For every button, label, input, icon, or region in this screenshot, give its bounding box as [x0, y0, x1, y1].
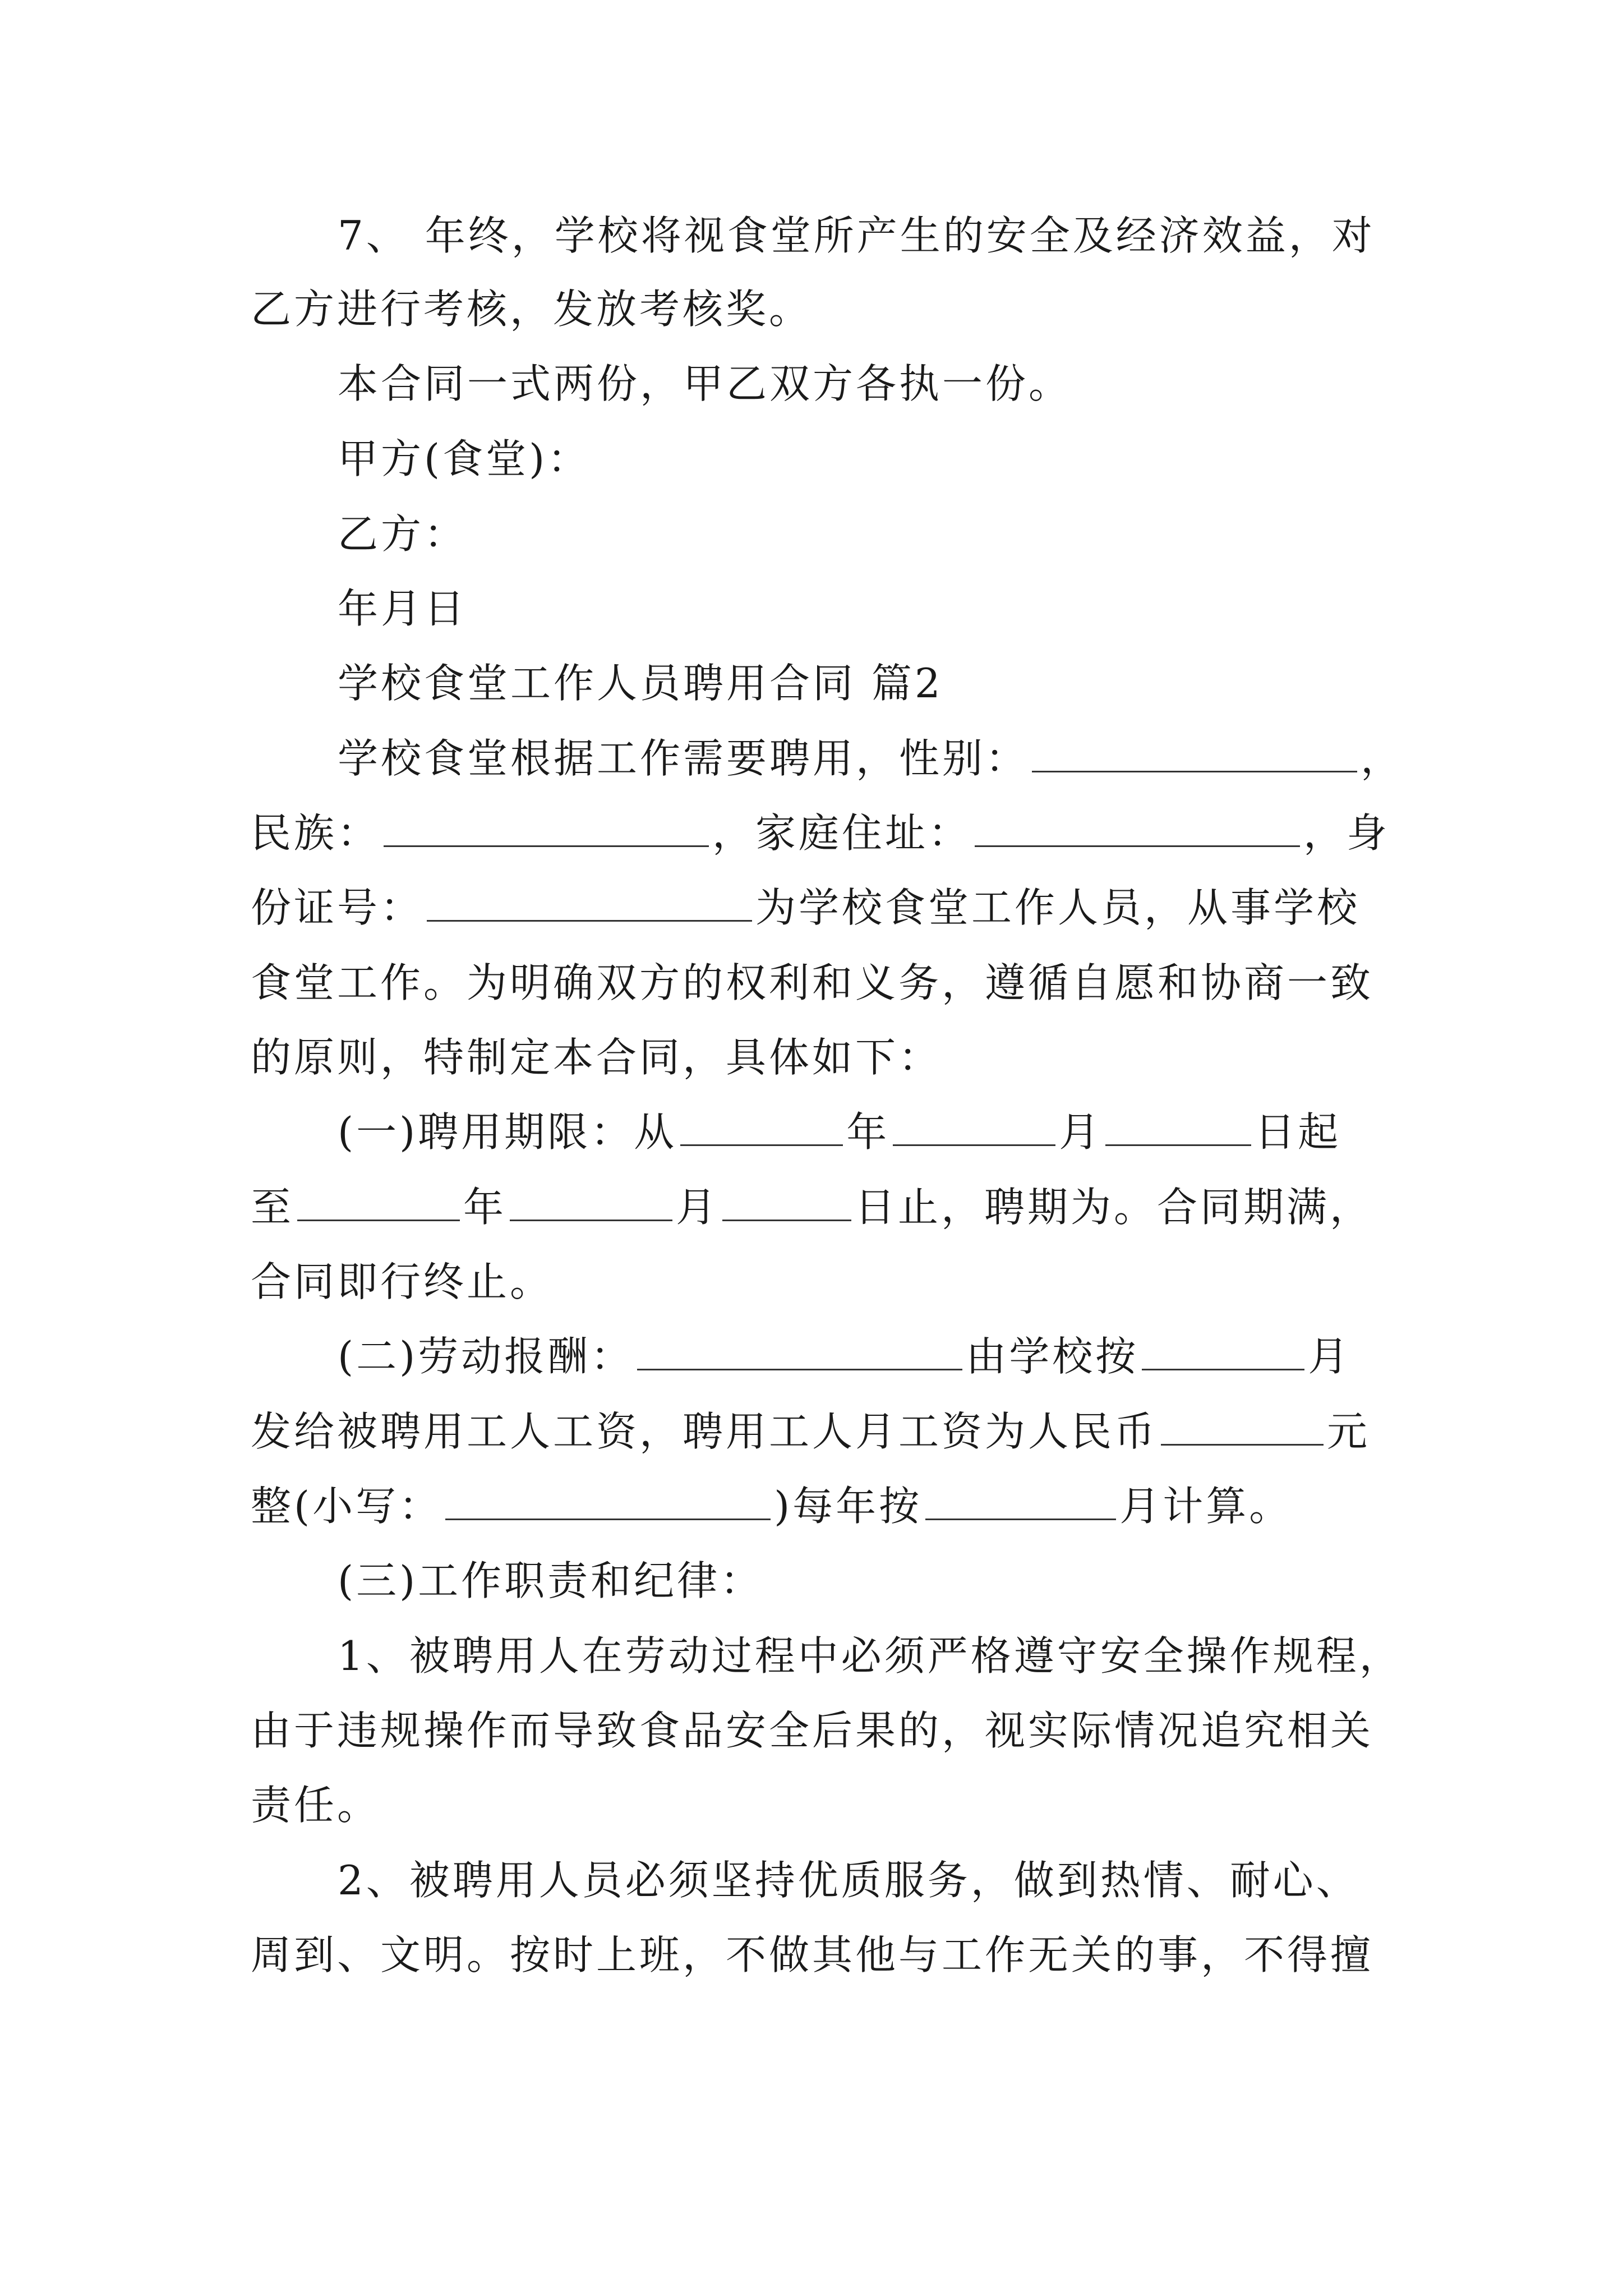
text-line: 由于违规操作而导致食品安全后果的，视实际情况追究相关 [251, 1707, 1374, 1754]
fill-blank-start-month [893, 1110, 1055, 1146]
text-segment: ，身 [1303, 809, 1390, 857]
text-segment: (二)劳动报酬： [338, 1333, 634, 1380]
text-segment: 学校食堂根据工作需要聘用，性别： [338, 735, 1029, 782]
text-segment: 月 [676, 1184, 720, 1231]
text-segment: 年 [463, 1184, 507, 1231]
text-line [251, 1180, 1373, 1234]
text-segment: 为学校食堂工作人员，从事学校 [755, 884, 1361, 931]
text-segment: (一)聘用期限：从 [338, 1108, 677, 1156]
text-segment: 整(小写： [251, 1483, 442, 1530]
text-line [338, 1105, 1341, 1159]
text-line: 食堂工作。为明确双方的权利和义务，遵循自愿和协商一致 [251, 959, 1374, 1006]
text-segment: ， [1361, 735, 1404, 782]
text-line [251, 1405, 1370, 1458]
section-heading: 学校食堂工作人员聘用合同 篇2 [338, 660, 943, 707]
fill-blank-remuneration [637, 1334, 962, 1370]
text-line: 周到、文明。按时上班，不做其他与工作无关的事，不得擅 [251, 1931, 1374, 1978]
fill-blank-end-month [510, 1185, 672, 1221]
text-segment: 月计算。 [1119, 1483, 1293, 1530]
fill-blank-ethnicity [384, 811, 709, 847]
text-segment: 发给被聘用工人工资，聘用工人月工资为人民币 [251, 1408, 1158, 1455]
text-line [251, 1479, 1292, 1533]
text-line: 合同即行终止。 [251, 1258, 554, 1305]
text-line: 乙方进行考核，发放考核奖。 [251, 286, 813, 333]
text-segment: )每年按 [774, 1483, 923, 1530]
text-line: 本合同一式两份，甲乙双方各执一份。 [338, 360, 1072, 407]
section-heading: (三)工作职责和纪律： [338, 1557, 764, 1604]
text-segment: 由学校按 [966, 1333, 1139, 1380]
text-segment: 份证号： [251, 884, 424, 931]
text-line: 1、被聘用人在劳动过程中必须严格遵守安全操作规程， [338, 1632, 1403, 1680]
text-segment: ，家庭住址： [712, 809, 972, 857]
text-line: 7、 年终，学校将视食堂所产生的安全及经济效益，对 [338, 212, 1375, 259]
fill-blank-gender [1032, 736, 1357, 772]
text-line [338, 731, 1404, 785]
text-line: 责任。 [251, 1782, 381, 1829]
text-line: 的原则，特制定本合同，具体如下： [251, 1034, 942, 1081]
text-line: 年月日 [338, 585, 468, 632]
fill-blank-start-year [680, 1110, 843, 1146]
fill-blank-months-per-year [925, 1484, 1116, 1520]
text-segment: 月 [1059, 1108, 1103, 1156]
text-segment: 月 [1308, 1333, 1352, 1380]
text-segment: 年 [846, 1108, 890, 1156]
fill-blank-end-day [722, 1185, 851, 1221]
fill-blank-id-number [427, 885, 752, 922]
fill-blank-amount-in-figures [445, 1484, 771, 1520]
text-segment: 日起 [1255, 1108, 1341, 1156]
text-segment: 日止，聘期为。合同期满， [855, 1184, 1373, 1231]
text-line: 2、被聘用人员必须坚持优质服务，做到热情、耐心、 [338, 1857, 1359, 1904]
fill-blank-end-year [297, 1185, 460, 1221]
text-segment: 民族： [251, 809, 381, 857]
fill-blank-address [975, 811, 1300, 847]
fill-blank-start-day [1105, 1110, 1251, 1146]
text-line [338, 1329, 1351, 1383]
text-segment: 元 [1327, 1408, 1371, 1455]
text-line: 甲方(食堂)： [338, 435, 591, 482]
text-segment: 至 [251, 1184, 294, 1231]
text-line: 乙方： [338, 510, 468, 558]
fill-blank-pay-period [1142, 1334, 1304, 1370]
fill-blank-monthly-wage [1161, 1409, 1324, 1446]
text-line [251, 806, 1390, 860]
text-line [251, 881, 1360, 935]
